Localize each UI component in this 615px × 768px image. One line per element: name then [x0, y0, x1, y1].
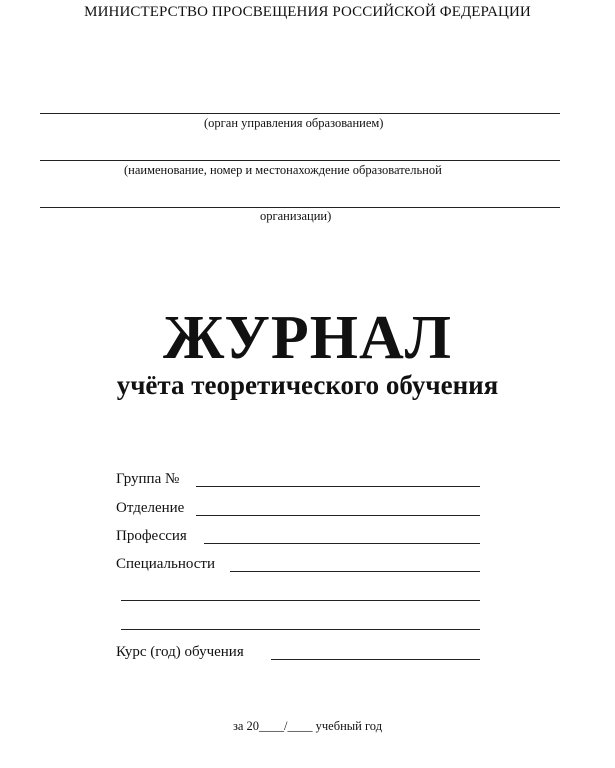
department-line [196, 515, 480, 516]
institution-line [40, 160, 560, 161]
academic-year-line: за 20____/____ учебный год [232, 719, 383, 733]
profession-line [204, 543, 480, 544]
specialty-line-extra-2 [121, 629, 480, 630]
department-label: Отделение [116, 500, 185, 516]
specialty-label: Специальности [116, 556, 216, 572]
ministry-header: МИНИСТЕРСТВО ПРОСВЕЩЕНИЯ РОССИЙСКОЙ ФЕДЕРАЦИИ [84, 4, 531, 20]
authority-caption: (орган управления образованием) [204, 116, 384, 130]
group-label: Группа № [116, 471, 180, 487]
journal-subtitle: учёта теоретического обучения [116, 370, 499, 400]
course-label: Курс (год) обучения [116, 644, 244, 660]
group-line [196, 486, 480, 487]
course-line [271, 659, 480, 660]
profession-label: Профессия [116, 528, 187, 544]
journal-title: ЖУРНАЛ [163, 304, 452, 372]
institution-line-2 [40, 207, 560, 208]
specialty-line [230, 571, 480, 572]
authority-line [40, 113, 560, 114]
institution-caption: (наименование, номер и местонахождение образовательной [124, 163, 442, 177]
specialty-line-extra-1 [121, 600, 480, 601]
institution-caption-cont: организации) [260, 209, 332, 223]
